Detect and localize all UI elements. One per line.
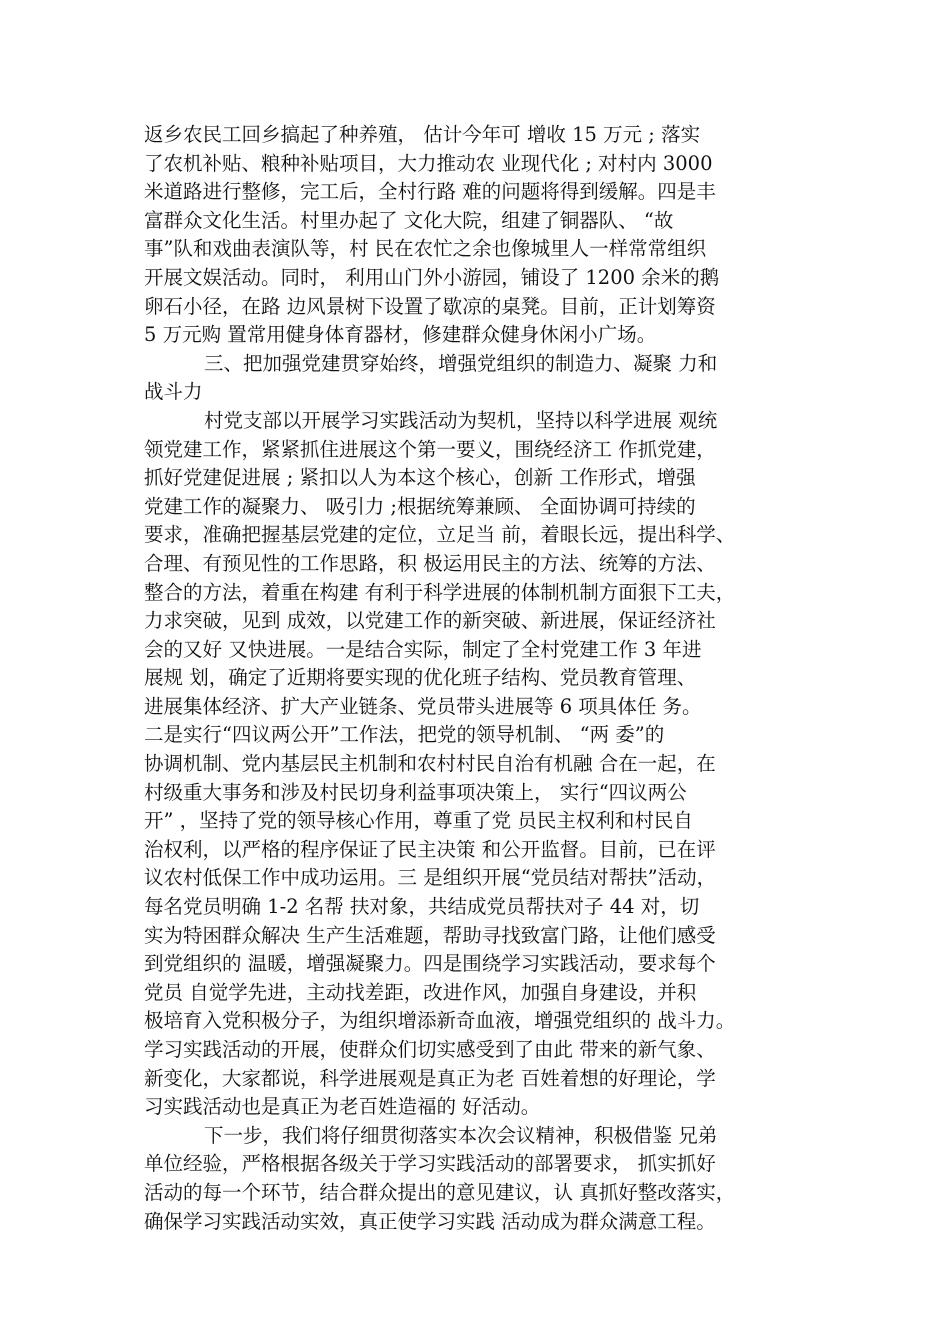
- text-line: 三、把加强党建贯穿始终，增强党组织的制造力、凝聚 力和: [204, 351, 718, 375]
- text-line: 学习实践活动的开展，使群众们切实感受到了由此 带来的新气象、: [144, 1038, 716, 1061]
- text-line: 每名党员明确 1-2 名帮 扶对象，共结成党员帮扶对子 44 对，切: [144, 895, 700, 919]
- paragraph-p4: [144, 1122, 834, 1236]
- text-line: 二是实行“四议两公开”工作法，把党的领导机制、 “两 委”的: [144, 723, 665, 747]
- text-line: 习实践活动也是真正为老百姓造福的 好活动。: [144, 1095, 541, 1119]
- text-line: 5 万元购 置常用健身体育器材，修建群众健身休闲小广场。: [144, 323, 657, 347]
- text-line: 抓好党建促进展 ; 紧扣以人为本这个核心，创新 工作形式，增强: [144, 466, 696, 490]
- text-line: 要求，准确把握基层党建的定位，立足当 前，着眼长远，提出科学、: [144, 523, 736, 547]
- text-line: 新变化，大家都说，科学进展观是真正为老 百姓着想的好理论，学: [144, 1066, 716, 1090]
- text-line: 了农机补贴、粮种补贴项目，大力推动农 业现代化 ; 对村内 3000: [144, 151, 713, 175]
- text-line: 治权利，以严格的程序保证了民主决策 和公开监督。目前，已在评: [144, 837, 716, 861]
- text-line: 党员 自觉学先进，主动找差距，改进作风，加强自身建设，并积: [144, 980, 697, 1004]
- text-line: 开” ，坚持了党的领导核心作用，尊重了党 员民主权利和村民自: [144, 809, 693, 833]
- paragraph-p3: [144, 407, 834, 1122]
- text-line: 战斗力: [144, 380, 203, 404]
- text-line: 卵石小径，在路 边风景树下设置了歇凉的桌凳。目前，正计划筹资: [144, 294, 716, 318]
- document-body: [144, 121, 834, 1236]
- text-line: 事”队和戏曲表演队等，村 民在农忙之余也像城里人一样常常组织: [144, 237, 707, 261]
- text-line: 村党支部以开展学习实践活动为契机，坚持以科学进展 观统: [204, 408, 718, 432]
- text-line: 会的又好 又快进展。一是结合实际，制定了全村党建工作 3 年进: [144, 637, 702, 661]
- text-line: 下一步，我们将仔细贯彻落实本次会议精神，积极借鉴 兄弟: [204, 1123, 718, 1147]
- text-line: 合理、有预见性的工作思路，积 极运用民主的方法、统筹的方法、: [144, 551, 716, 575]
- text-line: 极培育入党积极分子，为组织增添新奇血液，增强党组织的 战斗力。: [144, 1009, 736, 1033]
- text-line: 领党建工作，紧紧抓住进展这个第一要义，围绕经济工 作抓党建，: [144, 437, 716, 461]
- text-line: 整合的方法，着重在构建 有利于科学进展的体制机制方面狠下工夫，: [144, 580, 736, 604]
- text-line: 米道路进行整修，完工后，全村行路 难的问题将得到缓解。四是丰: [144, 180, 716, 204]
- text-line: 单位经验，严格根据各级关于学习实践活动的部署要求， 抓实抓好: [144, 1152, 716, 1176]
- text-line: 展规 划，确定了近期将要实现的优化班子结构、党员教育管理、: [144, 666, 697, 690]
- text-line: 活动的每一个环节，结合群众提出的意见建议，认 真抓好整改落实，: [144, 1180, 736, 1204]
- text-line: 实为特困群众解决 生产生活难题，帮助寻找致富门路，让他们感受: [144, 923, 716, 947]
- text-line: 富群众文化生活。村里办起了 文化大院，组建了铜器队、 “故: [144, 208, 674, 232]
- text-line: 力求突破，见到 成效，以党建工作的新突破、新进展，保证经济社: [144, 609, 716, 633]
- text-line: 党建工作的凝聚力、 吸引力 ;根据统筹兼顾、 全面协调可持续的: [144, 494, 696, 518]
- text-line: 确保学习实践活动实效，真正使学习实践 活动成为群众满意工程。: [144, 1209, 716, 1233]
- paragraph-p1: [144, 121, 834, 350]
- text-line: 村级重大事务和涉及村民切身利益事项决策上， 实行“四议两公: [144, 780, 687, 804]
- text-line: 到党组织的 温暖，增强凝聚力。四是围绕学习实践活动，要求每个: [144, 952, 716, 976]
- text-line: 开展文娱活动。同时， 利用山门外小游园，铺设了 1200 余米的鹅: [144, 265, 720, 289]
- text-line: 协调机制、党内基层民主机制和农村村民自治有机融 合在一起，在: [144, 752, 716, 776]
- text-line: 返乡农民工回乡搞起了种养殖， 估计今年可 增收 15 万元 ; 落实: [144, 123, 701, 146]
- paragraph-p2: [144, 350, 834, 407]
- text-line: 进展集体经济、扩大产业链条、党员带头进展等 6 项具体任 务。: [144, 694, 702, 718]
- text-line: 议农村低保工作中成功运用。三 是组织开展“党员结对帮扶”活动，: [144, 866, 717, 890]
